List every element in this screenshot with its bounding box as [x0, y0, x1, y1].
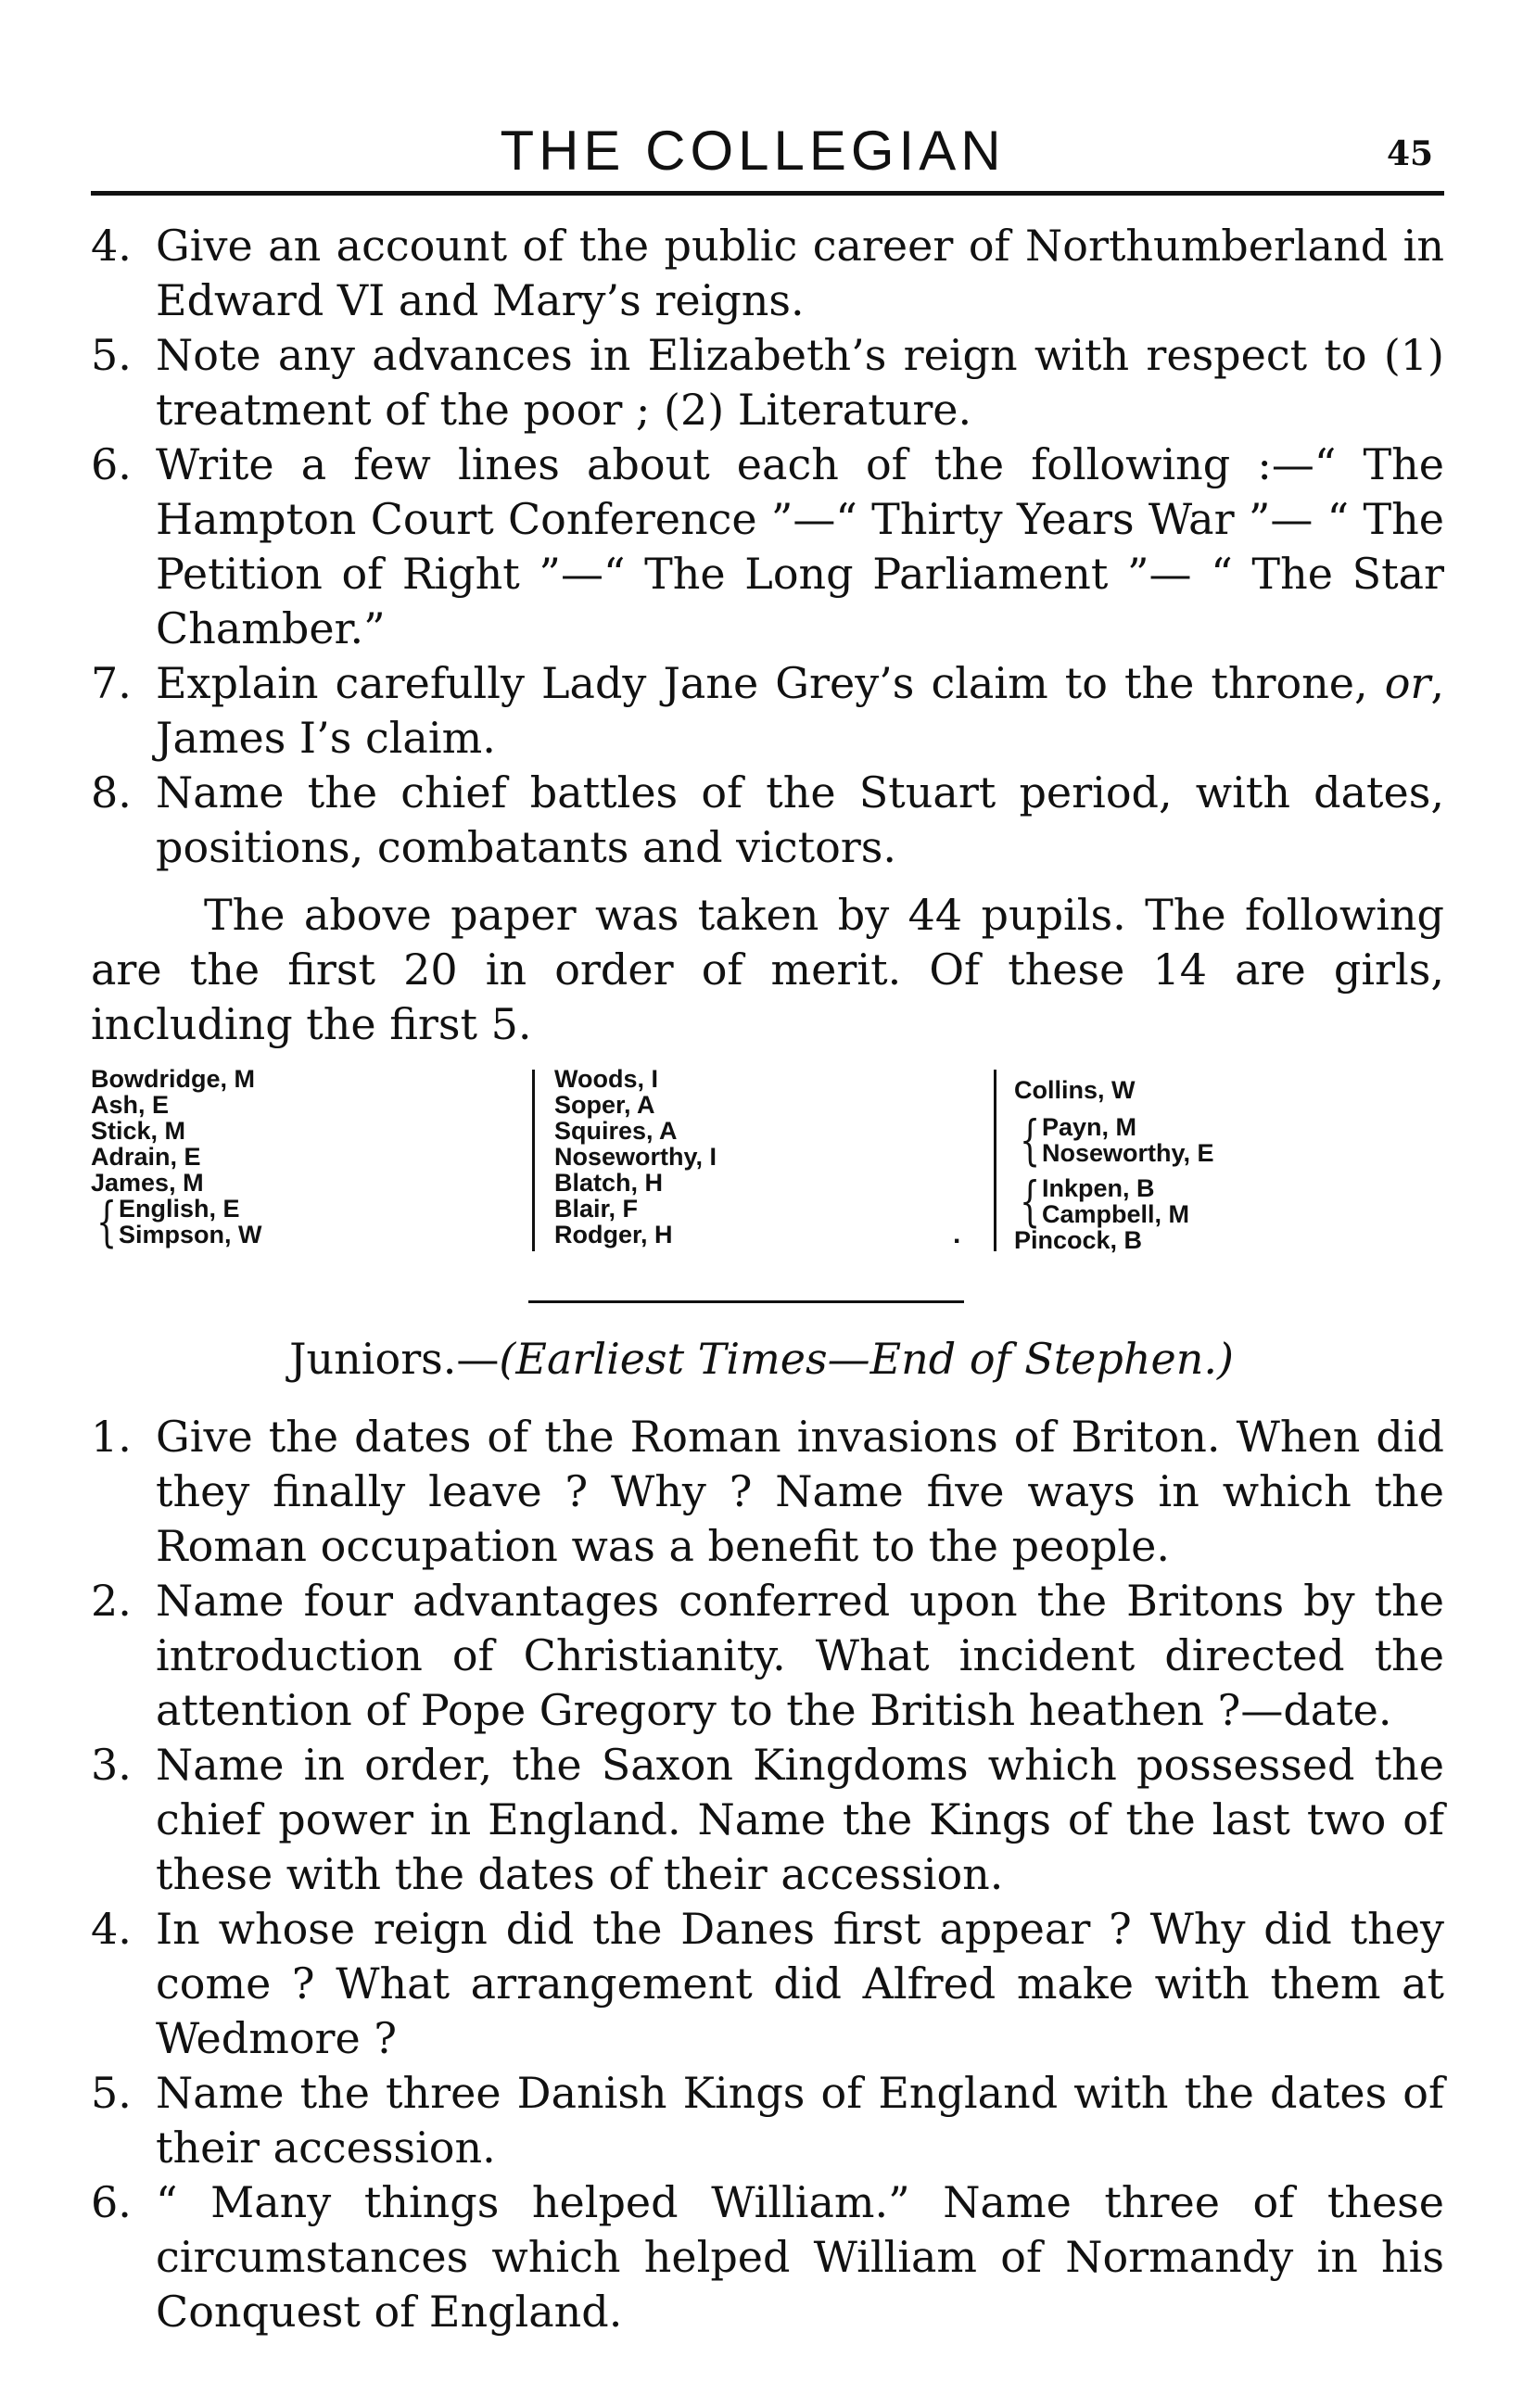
question-item [91, 1902, 1444, 2066]
merit-entry: English, E [119, 1195, 240, 1223]
header-rule [91, 191, 1444, 196]
question-text: Give an account of the public career of Northumberland in Edward VI and Mary’s reigns. [156, 221, 1444, 325]
merit-entry: James, M [91, 1169, 204, 1197]
question-text: , James I’s claim. [156, 658, 1444, 763]
merit-column-3 [1014, 1077, 1214, 1253]
question-text: Name the chief battles of the Stuart period, with dates, positions, combatants and victors. [156, 767, 1444, 872]
merit-entry: Blair, F [554, 1195, 639, 1223]
question-item [91, 2175, 1444, 2339]
question-text: Name in order, the Saxon Kingdoms which possessed the chief power in England. Name the Kings of the last two of these with the dates of their accession. [156, 1740, 1444, 1899]
merit-entry: Adrain, E [91, 1143, 201, 1171]
question-number: 6. [91, 2177, 132, 2227]
tie-brace: { [1020, 1109, 1041, 1172]
merit-entry: Collins, W [1014, 1076, 1136, 1104]
question-number: 1. [91, 1412, 132, 1462]
question-text: “ Many things helped William.” Name three of these circumstances which helped William of Normandy in his Conquest of England. [156, 2177, 1444, 2337]
merit-entry: Soper, A [554, 1091, 655, 1119]
juniors-heading [0, 1332, 1523, 1387]
question-item [91, 2066, 1444, 2175]
question-number: 5. [91, 2068, 132, 2118]
seniors-question-list [91, 219, 1444, 875]
question-text: Name four advantages conferred upon the Britons by the introduction of Christianity. What incident directed the attention of Pope Gregory to the British heathen ?—date. [156, 1576, 1444, 1735]
merit-entry: Campbell, M [1042, 1200, 1190, 1228]
merit-entry: Noseworthy, E [1042, 1139, 1214, 1167]
results-paragraph: The above paper was taken by 44 pupils. The following are the first 20 in order of merit. Of these 14 are girls, including the first 5. [91, 890, 1444, 1049]
question-number: 8. [91, 767, 132, 817]
question-number: 4. [91, 1904, 132, 1954]
tie-brace: { [96, 1190, 118, 1253]
page-number: 45 [1387, 134, 1434, 173]
question-item [91, 766, 1444, 875]
question-text: Give the dates of the Roman invasions of Briton. When did they finally leave ? Why ? Name five ways in which the Roman occupation was a benefit to the people. [156, 1412, 1444, 1571]
merit-entry: Bowdridge, M [91, 1065, 255, 1093]
merit-entry: Woods, I [554, 1065, 658, 1093]
column-divider [994, 1070, 996, 1251]
question-number: 4. [91, 221, 132, 271]
merit-entry: Squires, A [554, 1117, 678, 1145]
merit-entry: Ash, E [91, 1091, 170, 1119]
question-item [91, 1574, 1444, 1738]
merit-entry: Rodger, H [554, 1221, 673, 1248]
question-item [91, 1410, 1444, 1574]
merit-entry: Blatch, H [554, 1169, 664, 1197]
column-divider [532, 1070, 535, 1251]
merit-entry: Stick, M [91, 1117, 186, 1145]
merit-entry: Pincock, B [1014, 1226, 1143, 1254]
question-text: Note any advances in Elizabeth’s reign with respect to (1) treatment of the poor ; (2) Literature. [156, 330, 1444, 435]
question-text: Name the three Danish Kings of England with the dates of their accession. [156, 2068, 1444, 2173]
question-item [91, 656, 1444, 766]
question-number: 6. [91, 439, 132, 489]
running-head [0, 119, 1523, 184]
question-number: 3. [91, 1740, 132, 1790]
page-title: THE COLLEGIAN [500, 120, 1006, 182]
tie-brace: { [1020, 1170, 1041, 1233]
juniors-subtitle: (Earliest Times—End of Stephen.) [499, 1334, 1234, 1384]
stray-mark: . [953, 1219, 961, 1249]
question-text: Explain carefully Lady Jane Grey’s claim to the throne, [156, 658, 1385, 708]
question-number: 5. [91, 330, 132, 380]
merit-column-2 [554, 1066, 717, 1248]
merit-entry: Noseworthy, I [554, 1143, 717, 1171]
juniors-question-list [91, 1410, 1444, 2339]
merit-entry: Inkpen, B [1042, 1174, 1155, 1202]
merit-list [0, 1066, 1523, 1279]
question-item [91, 219, 1444, 328]
question-item [91, 437, 1444, 656]
question-item [91, 1738, 1444, 1902]
question-number: 2. [91, 1576, 132, 1626]
merit-entry: Payn, M [1042, 1113, 1137, 1141]
question-text: In whose reign did the Danes first appear ? Why did they come ? What arrangement did Alfred make with them at Wedmore ? [156, 1904, 1444, 2063]
juniors-label: Juniors.— [289, 1334, 500, 1384]
question-item [91, 328, 1444, 437]
merit-entry: Simpson, W [119, 1221, 262, 1248]
question-number: 7. [91, 658, 132, 708]
question-text: Write a few lines about each of the following :—“ The Hampton Court Conference ”—“ Thirty Years War ”— “ The Petition of Right ”—“ The Long Parliament ”— “ The Star Chamber.” [156, 439, 1444, 653]
question-text-italic: or [1384, 658, 1431, 708]
section-divider [528, 1300, 964, 1303]
